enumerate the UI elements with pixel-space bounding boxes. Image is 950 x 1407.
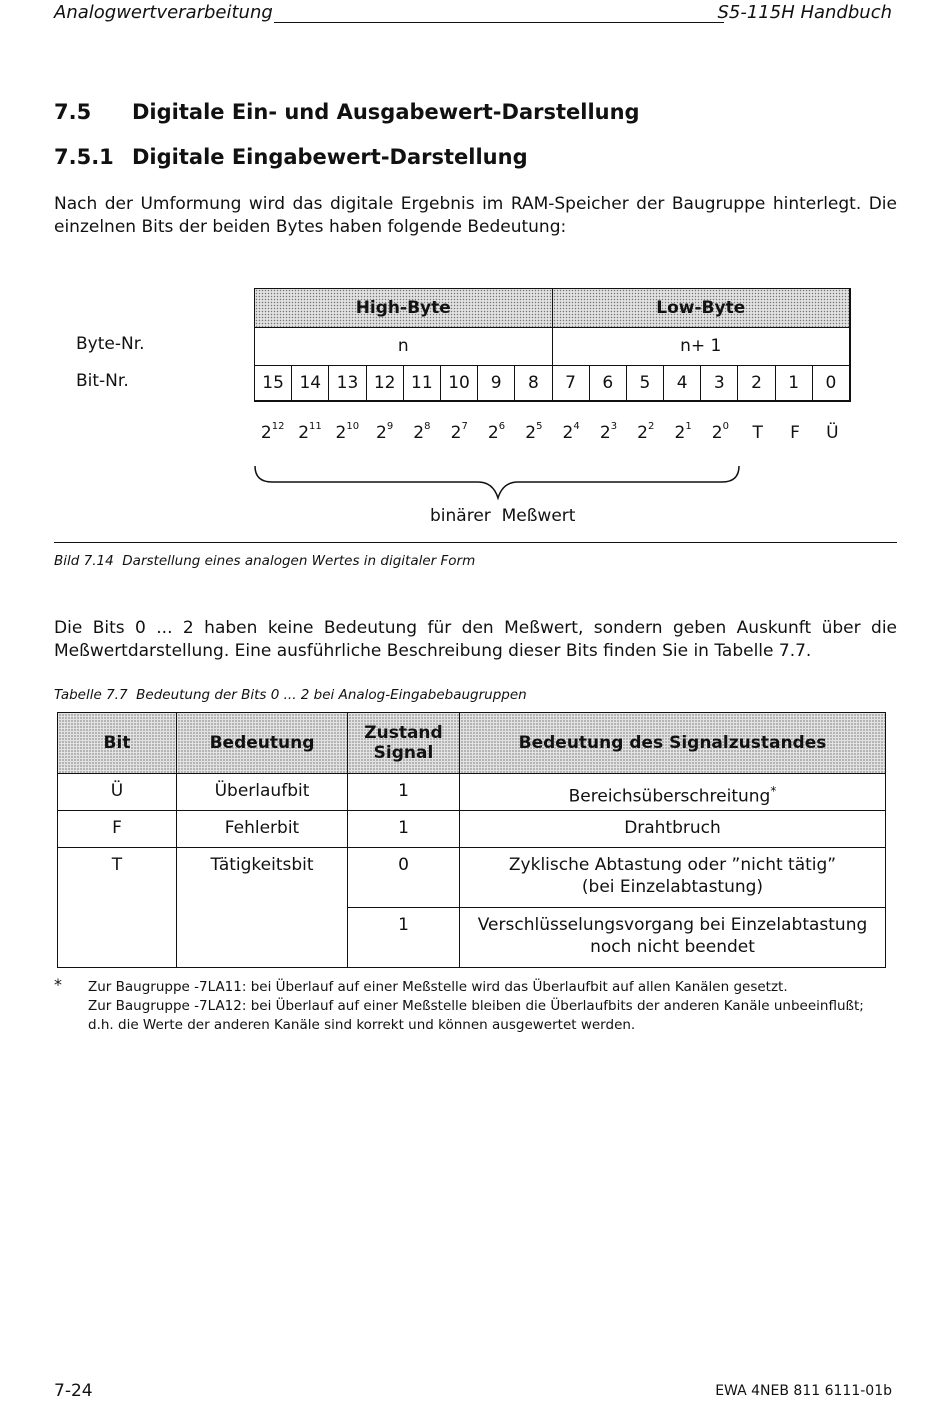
cell-meaning: Zyklische Abtastung oder ”nicht tätig” (bei Einzelabtastung) xyxy=(460,848,886,908)
table-caption-text: Bedeutung der Bits 0 ... 2 bei Analog-Eingabebaugruppen xyxy=(136,687,527,703)
table-header-row xyxy=(58,713,886,774)
cell-state: 1 xyxy=(348,908,460,968)
cell-bit: Ü xyxy=(58,774,177,811)
curly-brace xyxy=(250,462,745,502)
figure-caption-text: Darstellung eines analogen Wertes in digitaler Form xyxy=(122,553,476,569)
bit-weight: $2^7$ xyxy=(450,421,468,443)
subsection-number: 7.5.1 xyxy=(54,145,114,169)
table-caption xyxy=(54,687,527,703)
intro-paragraph: Nach der Umformung wird das digitale Ergebnis im RAM-Speicher der Baugruppe hinterlegt. Die einzelnen Bits der beiden Bytes haben folgende Bedeutung: xyxy=(54,194,897,237)
cell-bit: T xyxy=(58,848,177,968)
subsection-heading xyxy=(54,145,528,169)
bit-flag: T xyxy=(752,423,763,443)
bit-cell: 14 xyxy=(291,365,328,401)
footnote-ref: * xyxy=(770,784,777,798)
section-heading xyxy=(54,100,640,124)
col-header-bit: Bit xyxy=(58,713,177,774)
byte-number-label: Byte-Nr. xyxy=(76,334,145,354)
bit-weight-row xyxy=(254,423,851,443)
bit-weight: $2^{10}$ xyxy=(335,421,360,443)
figure-caption-number: Bild 7.14 xyxy=(54,553,114,569)
section-number: 7.5 xyxy=(54,100,92,124)
bit-meaning-table xyxy=(57,712,886,968)
bit-layout-grid xyxy=(254,288,851,402)
col-header-signal: Bedeutung des Signalzustandes xyxy=(460,713,886,774)
bit-cell: 0 xyxy=(812,365,849,401)
bit-cell: 6 xyxy=(589,365,626,401)
bit-weight: $2^0$ xyxy=(711,421,729,443)
cell-state: 1 xyxy=(348,774,460,811)
cell-meaning: Verschlüsselungsvorgang bei Einzelabtastung noch nicht beendet xyxy=(460,908,886,968)
low-byte-header: Low-Byte xyxy=(552,289,850,327)
bit-weight: $2^6$ xyxy=(487,421,506,443)
high-byte-header: High-Byte xyxy=(255,289,552,327)
cell-name: Fehlerbit xyxy=(177,811,348,848)
bit-weight: $2^5$ xyxy=(525,421,543,443)
bit-flag: F xyxy=(790,423,800,443)
brace-label: binärer Meßwert xyxy=(430,506,576,526)
bit-cell: 1 xyxy=(775,365,812,401)
byte-number-high: n xyxy=(397,336,409,356)
bit-cell: 12 xyxy=(366,365,403,401)
cell-name: Tätigkeitsbit xyxy=(177,848,348,968)
running-header-right: S5-115H Handbuch xyxy=(717,2,892,23)
footnote-line: d.h. die Werte der anderen Kanäle sind korrekt und können ausgewertet werden. xyxy=(88,1017,636,1033)
cell-meaning: Drahtbruch xyxy=(460,811,886,848)
byte-number-low: n+ 1 xyxy=(552,327,850,365)
bit-weight: $2^8$ xyxy=(413,421,431,443)
cell-state: 0 xyxy=(348,848,460,908)
bit-weight: $2^1$ xyxy=(674,421,692,443)
table-row xyxy=(58,774,886,811)
table-row xyxy=(58,811,886,848)
bit-cell: 7 xyxy=(552,365,589,401)
bit-number-label: Bit-Nr. xyxy=(76,371,129,391)
bit-weight: $2^3$ xyxy=(599,421,618,443)
cell-meaning: Bereichsüberschreitung* xyxy=(460,774,886,811)
page-number: 7-24 xyxy=(54,1381,93,1401)
table-caption-number: Tabelle 7.7 xyxy=(54,687,128,703)
bit-cell: 3 xyxy=(700,365,737,401)
bit-cell: 2 xyxy=(737,365,774,401)
col-header-zustand: Zustand Signal xyxy=(348,713,460,774)
bit-cell: 5 xyxy=(626,365,663,401)
figure-caption xyxy=(54,553,475,569)
figure-rule xyxy=(54,542,897,543)
bit-flag: Ü xyxy=(826,423,839,443)
cell-name: Überlaufbit xyxy=(177,774,348,811)
footnote-line: Zur Baugruppe -7LA12: bei Überlauf auf einer Meßstelle bleiben die Überlaufbits der anderen Kanäle unbeeinflußt; xyxy=(88,998,864,1014)
table-row xyxy=(58,848,886,908)
bit-number-row xyxy=(255,365,849,401)
bit-cell: 15 xyxy=(262,373,284,393)
body-paragraph: Die Bits 0 ... 2 haben keine Bedeutung für den Meßwert, sondern geben Auskunft über die Meßwertdarstellung. Eine ausführliche Beschreibung dieser Bits finden Sie in Tabelle 7.7. xyxy=(54,618,897,661)
byte-number-row xyxy=(255,327,849,366)
bit-weight: $2^2$ xyxy=(637,421,655,443)
col-header-bedeutung: Bedeutung xyxy=(177,713,348,774)
bit-weight: $2^4$ xyxy=(562,421,580,443)
header-rule xyxy=(274,22,724,23)
footnote xyxy=(88,978,898,1035)
bit-cell: 13 xyxy=(328,365,365,401)
bit-weight: $2^{12}$ xyxy=(260,421,285,443)
bit-weight: $2^{11}$ xyxy=(298,421,322,443)
bit-cell: 4 xyxy=(663,365,700,401)
document-number: EWA 4NEB 811 6111-01b xyxy=(715,1383,892,1399)
bit-cell: 9 xyxy=(477,365,514,401)
cell-state: 1 xyxy=(348,811,460,848)
bit-cell: 11 xyxy=(403,365,440,401)
bit-cell: 8 xyxy=(514,365,551,401)
footnote-line: Zur Baugruppe -7LA11: bei Überlauf auf einer Meßstelle wird das Überlaufbit auf allen Kanälen gesetzt. xyxy=(88,979,788,995)
running-header-left: Analogwertverarbeitung xyxy=(54,2,273,23)
subsection-title: Digitale Eingabewert-Darstellung xyxy=(132,145,528,169)
footnote-mark: * xyxy=(54,975,62,994)
section-title: Digitale Ein- und Ausgabewert-Darstellung xyxy=(132,100,640,124)
byte-header-row xyxy=(255,289,849,328)
bit-cell: 10 xyxy=(440,365,477,401)
bit-weight: $2^9$ xyxy=(375,421,394,443)
cell-bit: F xyxy=(58,811,177,848)
